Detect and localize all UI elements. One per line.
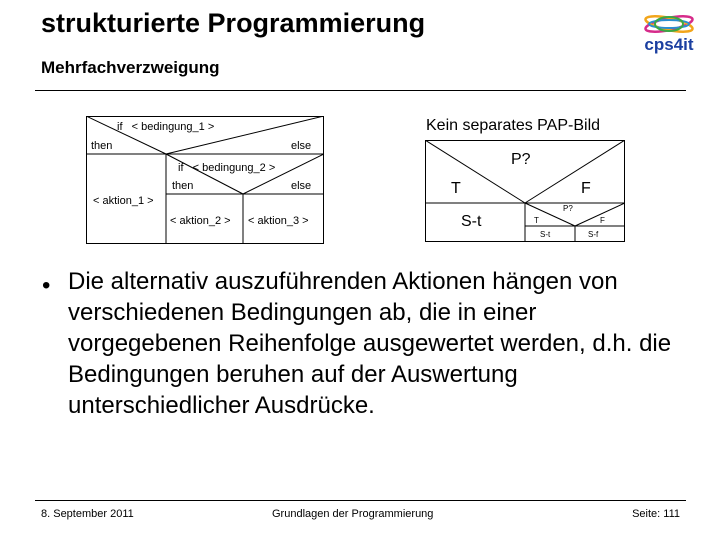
- struct-if2-label: if < bedingung_2 >: [178, 162, 276, 174]
- cps4it-logo: [636, 10, 702, 58]
- struct-else2-label: else: [291, 180, 312, 192]
- pap-inner-true-label: T: [534, 216, 539, 225]
- pap-inner-right-label: S-f: [588, 230, 599, 239]
- footer-date: 8. September 2011: [41, 508, 134, 520]
- struct-then1-label: then: [91, 140, 113, 152]
- bullet-marker: •: [42, 272, 51, 299]
- struktogramm-diagram: [86, 116, 324, 244]
- pap-condition-label: P?: [511, 151, 531, 168]
- pap-caption: Kein separates PAP-Bild: [426, 117, 601, 134]
- pap-true-label: T: [451, 180, 461, 197]
- pap-left-action-label: S-t: [461, 213, 482, 230]
- slide-title: strukturierte Programmierung: [41, 8, 426, 38]
- pap-inner-condition-label: P?: [563, 204, 573, 213]
- pap-cond-diag-left: [425, 140, 525, 203]
- bullet-text: Die alternativ auszuführenden Aktionen hängen von verschiedenen Bedingungen ab, die in einer vorgegebenen Reihenfolge ausgewertet werden, d.h. die Bedingungen beruhen auf der Auswertung unterschiedlicher Ausdrücke.: [68, 268, 672, 419]
- footer-course-title: Grundlagen der Programmierung: [272, 508, 434, 520]
- pap-inner-left-label: S-t: [540, 230, 551, 239]
- struct-if1-label: if < bedingung_1 >: [117, 121, 215, 133]
- slide-subtitle: Mehrfachverzweigung: [41, 58, 220, 77]
- pap-inner-false-label: F: [600, 216, 605, 225]
- logo-text: cps4it: [644, 35, 694, 54]
- footer-page-number: Seite: 111: [632, 508, 680, 520]
- footer-rule: [35, 500, 686, 501]
- struct-aktion2-label: < aktion_2 >: [170, 215, 231, 227]
- struct-aktion3-label: < aktion_3 >: [248, 215, 309, 227]
- header-rule: [35, 90, 686, 91]
- pap-cond-diag-right: [525, 140, 625, 203]
- pap-branch-diagram: [425, 140, 625, 242]
- struct-aktion1-label: < aktion_1 >: [93, 195, 154, 207]
- pap-false-label: F: [581, 180, 591, 197]
- struct-else1-label: else: [291, 140, 312, 152]
- struct-then2-label: then: [172, 180, 194, 192]
- struct-cond2-diag-right: [243, 154, 324, 194]
